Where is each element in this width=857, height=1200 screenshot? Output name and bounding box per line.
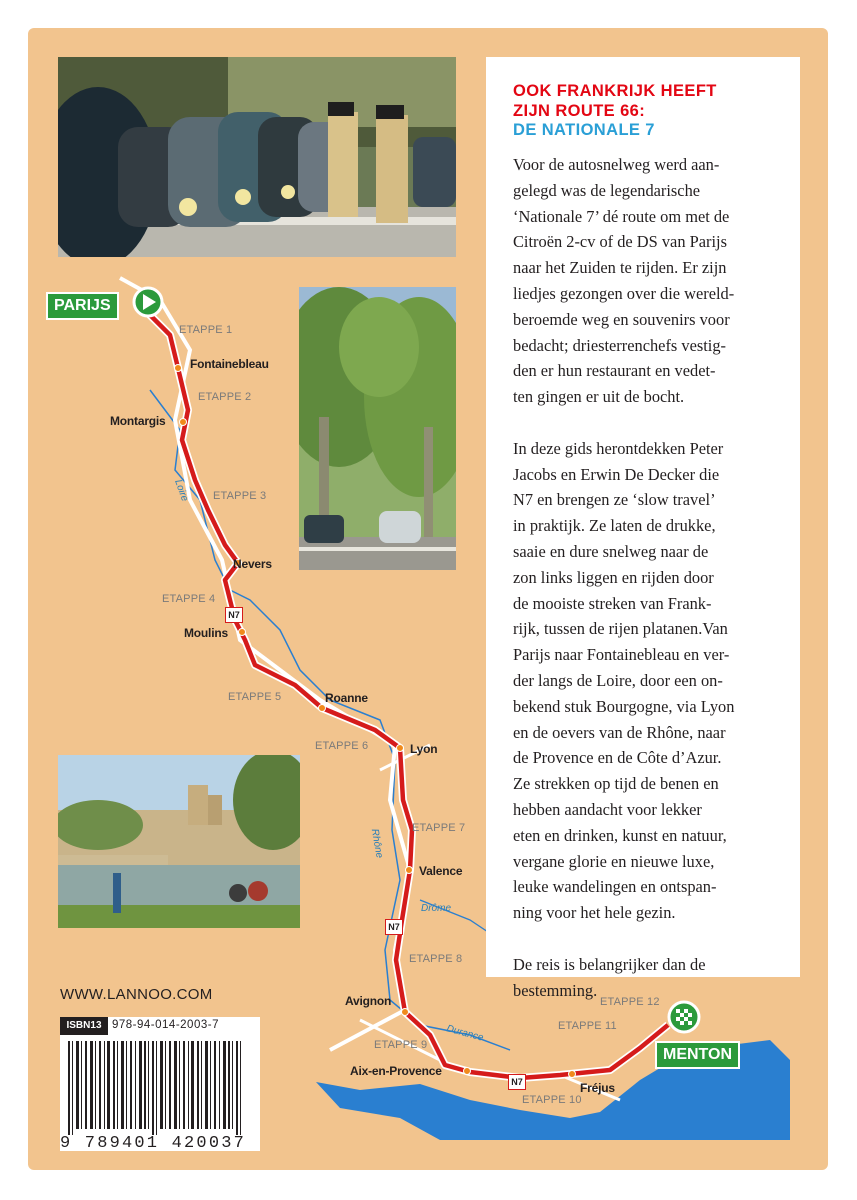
river-lines bbox=[150, 390, 510, 1050]
start-city-badge: PARIJS bbox=[46, 292, 119, 320]
blurb-paragraph-2: In deze gids herontdekken Peter Jacobs en Erwin De Decker die N7 en brengen ze ‘slow travel’ in praktijk. Ze laten de drukke, saaie en dure snelweg naar de zon links liggen en rijden door de mooiste streken van Frank- rijk, tussen de rijen platanen.Van Parijs naar Fontainebleau en ver- der langs de Loire, door een on- bekend stuk Bourgogne, via Lyon en de oevers van de Rhône, naar de Provence en de Côte d’Azur. Ze strekken op tijd de benen en hebben aandacht voor lekker eten en drinken, kunst en natuur, vergane glorie en nieuwe luxe, leuke wandelingen en ontspan- ning voor het hele gezin. bbox=[513, 438, 735, 923]
stage-label-4: ETAPPE 4 bbox=[162, 593, 216, 605]
barcode-box bbox=[60, 1017, 260, 1151]
city-label-valence: Valence bbox=[419, 864, 463, 878]
city-label-nevers: Nevers bbox=[233, 557, 272, 571]
stage-label-7: ETAPPE 7 bbox=[412, 822, 466, 834]
isbn-number: 978-94-014-2003-7 bbox=[112, 1019, 219, 1031]
stage-label-2: ETAPPE 2 bbox=[198, 391, 252, 403]
headline-line-2: ZIJN ROUTE 66: bbox=[513, 101, 646, 120]
blurb-paragraph-1: Voor de autosnelweg werd aan- gelegd was de legendarische ‘Nationale 7’ dé route om met de Citroën 2-cv of de DS van Parijs naar het Zuiden te rijden. Er zijn liedjes gezongen over die wereld- beroemde weg en souvenirs voor bedacht; driesterrenchefs vestig- den er hun restaurant en vedet- ten gingen er uit de bocht. bbox=[513, 155, 735, 407]
city-label-lyon: Lyon bbox=[410, 742, 438, 756]
river-label-loire: Loire bbox=[172, 478, 191, 503]
city-label-moulins: Moulins bbox=[184, 626, 228, 640]
river-label-drome: Drôme bbox=[421, 903, 452, 914]
headline bbox=[513, 82, 717, 141]
stage-label-3: ETAPPE 3 bbox=[213, 490, 267, 502]
city-label-fontainebleau: Fontainebleau bbox=[190, 357, 269, 371]
city-label-montargis: Montargis bbox=[110, 414, 166, 428]
stage-label-8: ETAPPE 8 bbox=[409, 953, 463, 965]
city-label-avignon: Avignon bbox=[345, 994, 392, 1008]
stage-label-12: ETAPPE 12 bbox=[600, 996, 660, 1008]
river-label-rhone: Rhône bbox=[368, 828, 385, 859]
stage-label-10: ETAPPE 10 bbox=[522, 1094, 582, 1106]
isbn-label: ISBN13 bbox=[60, 1017, 108, 1035]
city-label-frejus: Fréjus bbox=[580, 1081, 615, 1095]
headline-line-1: OOK FRANKRIJK HEEFT bbox=[513, 82, 717, 100]
road-shield-n7: N7 bbox=[385, 919, 403, 935]
city-label-roanne: Roanne bbox=[325, 691, 368, 705]
river-label-durance: Durance bbox=[445, 1023, 485, 1044]
stage-label-11: ETAPPE 11 bbox=[558, 1020, 617, 1032]
headline-line-3: DE NATIONALE 7 bbox=[513, 121, 655, 139]
blurb-text bbox=[513, 152, 795, 1029]
barcode-digits: 9 789401 420037 bbox=[60, 1134, 247, 1153]
stage-label-9: ETAPPE 9 bbox=[374, 1039, 428, 1051]
end-city-badge: MENTON bbox=[655, 1041, 740, 1069]
road-shield-n7: N7 bbox=[225, 607, 243, 623]
stage-label-5: ETAPPE 5 bbox=[228, 691, 282, 703]
road-shield-n7: N7 bbox=[508, 1074, 526, 1090]
stage-label-1: ETAPPE 1 bbox=[179, 324, 233, 336]
publisher-website: WWW.LANNOO.COM bbox=[60, 986, 213, 1003]
barcode-graphic bbox=[60, 1017, 260, 1151]
blurb-paragraph-3: De reis is belangrijker dan de bestemming. bbox=[513, 954, 706, 1000]
stage-label-6: ETAPPE 6 bbox=[315, 740, 369, 752]
city-label-aix-en-provence: Aix-en-Provence bbox=[350, 1064, 442, 1078]
